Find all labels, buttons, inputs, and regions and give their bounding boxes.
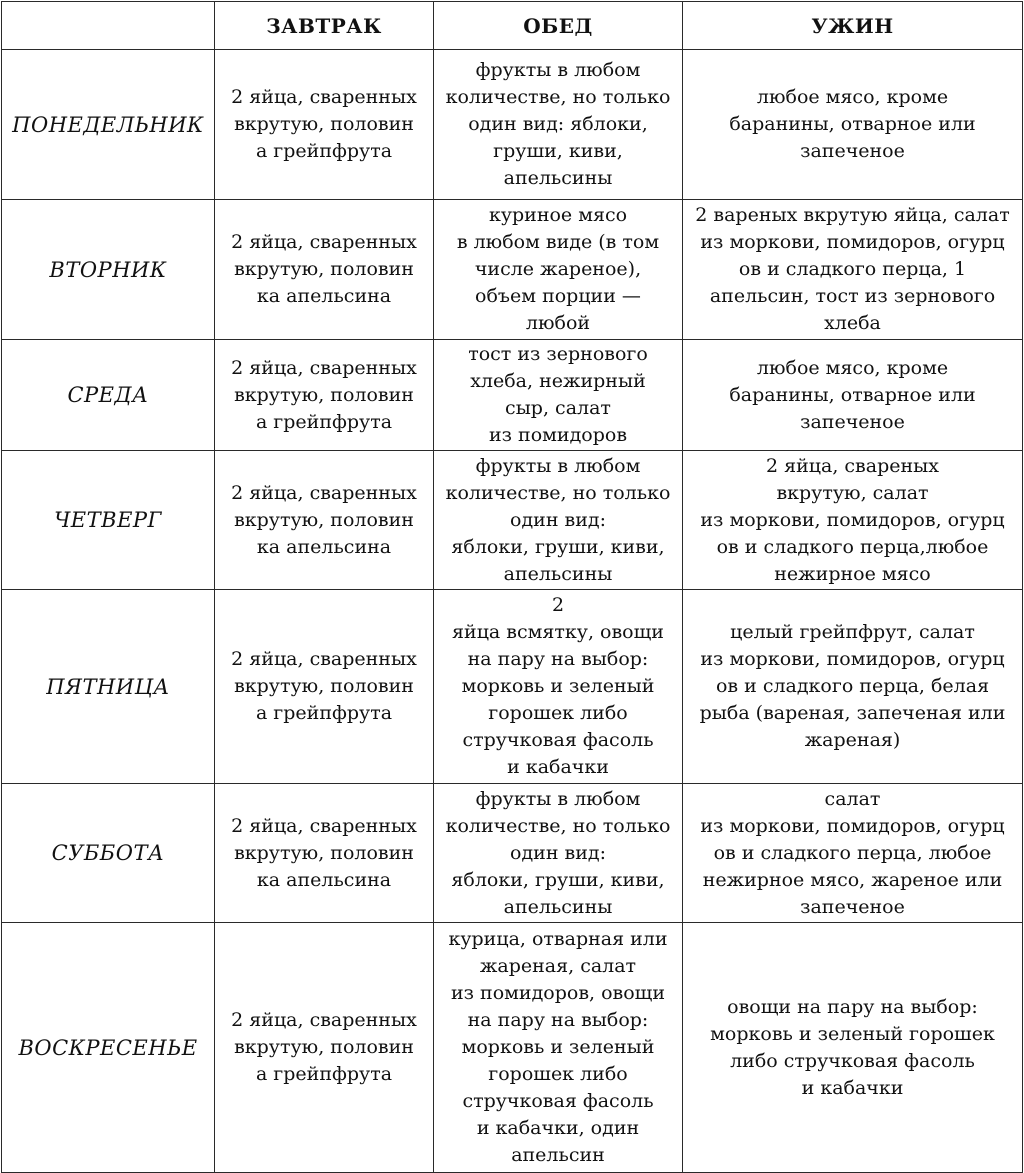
dinner-cell: овощи на пару на выбор: морковь и зеленый горошек либо стручковая фасоль и кабачки — [683, 923, 1023, 1173]
table-row — [2, 340, 1023, 451]
header-row — [2, 2, 1023, 50]
table-row — [2, 50, 1023, 200]
day-saturday: СУББОТА — [2, 784, 215, 923]
day-tuesday: ВТОРНИК — [2, 200, 215, 340]
lunch-cell: куриное мясо в любом виде (в том числе жареное), объем порции — любой — [434, 200, 683, 340]
header-dinner: УЖИН — [683, 2, 1023, 50]
breakfast-cell: 2 яйца, сваренных вкрутую, половин ка апельсина — [215, 200, 434, 340]
table-row — [2, 784, 1023, 923]
breakfast-cell: 2 яйца, сваренных вкрутую, половин ка апельсина — [215, 784, 434, 923]
lunch-cell: тост из зернового хлеба, нежирный сыр, салат из помидоров — [434, 340, 683, 451]
corner-cell — [2, 2, 215, 50]
lunch-cell: 2 яйца всмятку, овощи на пару на выбор: морковь и зеленый горошек либо стручковая фасоль и кабачки — [434, 590, 683, 784]
lunch-cell: фрукты в любом количестве, но только один вид: яблоки, груши, киви, апельсины — [434, 50, 683, 200]
lunch-cell: курица, отварная или жареная, салат из помидоров, овощи на пару на выбор: морковь и зеленый горошек либо стручковая фасоль и кабачки, один апельсин — [434, 923, 683, 1173]
day-thursday: ЧЕТВЕРГ — [2, 451, 215, 590]
breakfast-cell: 2 яйца, сваренных вкрутую, половин а грейпфрута — [215, 590, 434, 784]
dinner-cell: 2 вареных вкрутую яйца, салат из моркови, помидоров, огурц ов и сладкого перца, 1 апельсин, тост из зернового хлеба — [683, 200, 1023, 340]
day-wednesday: СРЕДА — [2, 340, 215, 451]
breakfast-cell: 2 яйца, сваренных вкрутую, половин а грейпфрута — [215, 340, 434, 451]
breakfast-cell: 2 яйца, сваренных вкрутую, половин ка апельсина — [215, 451, 434, 590]
table-row — [2, 451, 1023, 590]
dinner-cell: целый грейпфрут, салат из моркови, помидоров, огурц ов и сладкого перца, белая рыба (вареная, запеченая или жареная) — [683, 590, 1023, 784]
breakfast-cell: 2 яйца, сваренных вкрутую, половин а грейпфрута — [215, 50, 434, 200]
day-sunday: ВОСКРЕСЕНЬЕ — [2, 923, 215, 1173]
day-friday: ПЯТНИЦА — [2, 590, 215, 784]
meal-plan-table — [1, 1, 1023, 1173]
table-row — [2, 590, 1023, 784]
dinner-cell: салат из моркови, помидоров, огурц ов и сладкого перца, любое нежирное мясо, жареное или запеченое — [683, 784, 1023, 923]
breakfast-cell: 2 яйца, сваренных вкрутую, половин а грейпфрута — [215, 923, 434, 1173]
dinner-cell: любое мясо, кроме баранины, отварное или запеченое — [683, 340, 1023, 451]
day-monday: ПОНЕДЕЛЬНИК — [2, 50, 215, 200]
dinner-cell: 2 яйца, свареных вкрутую, салат из моркови, помидоров, огурц ов и сладкого перца,любое нежирное мясо — [683, 451, 1023, 590]
table-row — [2, 200, 1023, 340]
header-breakfast: ЗАВТРАК — [215, 2, 434, 50]
lunch-cell: фрукты в любом количестве, но только один вид: яблоки, груши, киви, апельсины — [434, 451, 683, 590]
lunch-cell: фрукты в любом количестве, но только один вид: яблоки, груши, киви, апельсины — [434, 784, 683, 923]
table-row — [2, 923, 1023, 1173]
dinner-cell: любое мясо, кроме баранины, отварное или запеченое — [683, 50, 1023, 200]
header-lunch: ОБЕД — [434, 2, 683, 50]
